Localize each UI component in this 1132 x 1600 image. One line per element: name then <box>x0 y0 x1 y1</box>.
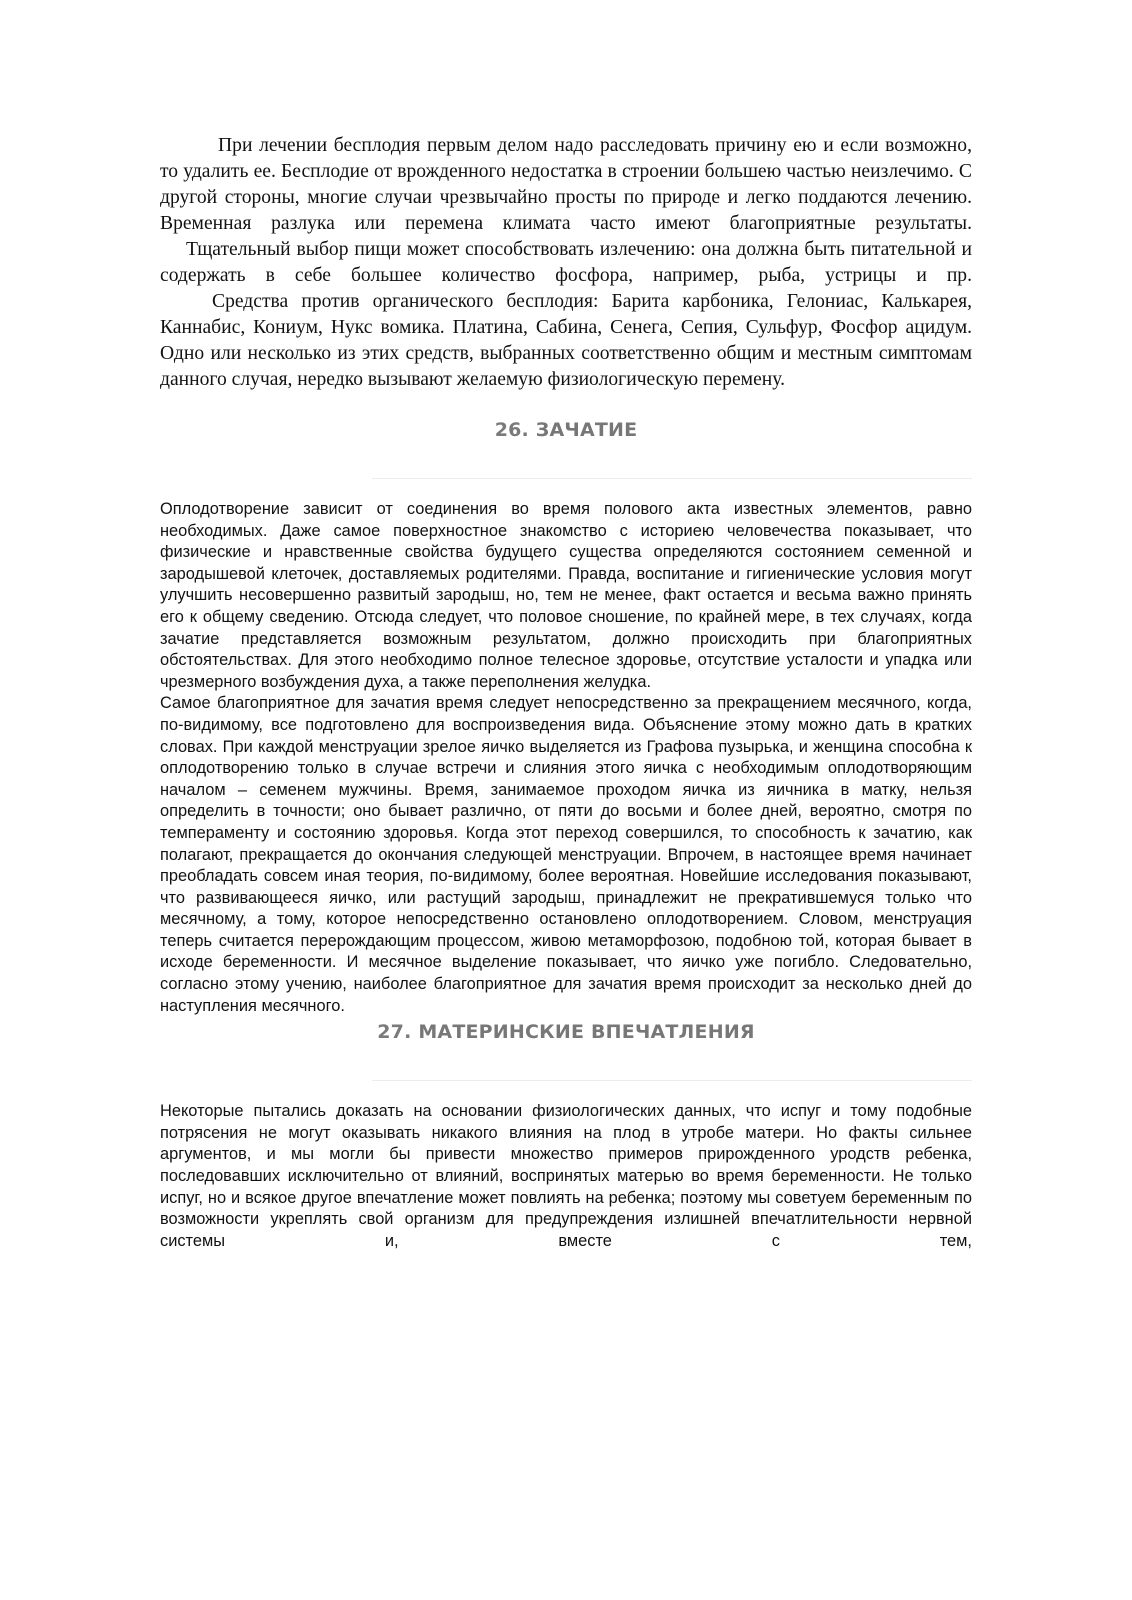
section-26-paragraph-1: Оплодотворение зависит от соединения во время полового акта известных элементов, равно необходимых. Даже самое поверхностное знакомство с историею человечества показывает, что физические и нравственные свойства будущего существа определяются состоянием семенной и зародышевой клеточек, доставляемых родителями. Правда, воспитание и гигиенические условия могут улучшить несовершенно развитый зародыш, но, тем не менее, факт остается и весьма важно принять его к общему сведению. Отсюда следует, что половое сношение, по крайней мере, в тех случаях, когда зачатие представляется возможным результатом, должно происходить при благоприятных обстоятельствах. Для этого необходимо полное телесное здоровье, отсутствие усталости и упадка или чрезмерного возбуждения духа, а также переполнения желудка. <box>160 500 972 691</box>
intro-paragraph-3: Средства против органического бесплодия: Барита карбоника, Гелониас, Калькарея, Каннабис, Кониум, Нукс вомика. Платина, Сабина, Сенега, Сепия, Сульфур, Фосфор ацидум. <box>160 291 972 338</box>
section-27-heading <box>160 1021 972 1043</box>
intro-paragraph-1: При лечении бесплодия первым делом надо расследовать причину ею и если возможно, то удалить ее. Бесплодие от врожденного недостатка в строении большею частью неизлечимо. С другой стороны, многие случаи чрезвычайно просты по природе и легко поддаются лечению. Временная разлука или перемена климата часто имеют благоприятные результаты. <box>160 135 972 234</box>
section-27-number: 27. <box>377 1021 412 1044</box>
section-27-paragraph-1: Некоторые пытались доказать на основании физиологических данных, что испуг и тому подобные потрясения не могут оказывать никакого влияния на плод в утробе матери. Но факты сильнее аргументов, и мы могли бы привести множество примеров прирожденного уродств ребенка, последовавших исключительно от влияний, воспринятых матерью во время беременности. Не только испуг, но и всякое другое впечатление может повлиять на ребенка; поэтому мы советуем беременным по возможности укреплять свой организм для предупреждения излишней впечатлительности нервной системы и, вместе с тем, <box>160 1102 972 1250</box>
section-26-heading <box>160 419 972 441</box>
section-26-number: 26. <box>494 419 529 441</box>
section-26-body <box>160 499 972 1017</box>
section-26-title: ЗАЧАТИЕ <box>535 419 638 441</box>
intro-text <box>160 133 972 393</box>
document-page <box>160 133 972 1252</box>
intro-paragraph-4: Одно или несколько из этих средств, выбранных соответственно общим и местным симптомам данного случая, нередко вызывают желаемую физиологическую перемену. <box>160 343 972 390</box>
section-27-body <box>160 1101 972 1252</box>
section-26-paragraph-2: Самое благоприятное для зачатия время следует непосредственно за прекращением месячного, когда, по-видимому, все подготовлено для воспроизведения вида. Объяснение этому можно дать в кратких словах. При каждой менструации зрелое яичко выделяется из Графова пузырька, и женщина способна к оплодотворению только в случае встречи и слияния этого яичка с необходимым оплодотворяющим началом – семенем мужчины. Время, занимаемое проходом яичка из яичника в матку, нельзя определить в точности; оно бывает различно, от пяти до восьми и более дней, вероятно, смотря по темпераменту и состоянию здоровья. Когда этот переход совершился, то способность к зачатию, как полагают, прекращается до окончания следующей менструации. Впрочем, в настоящее время начинает преобладать совсем иная теория, по-видимому, более вероятная. Новейшие исследования показывают, что развивающееся яичко, или растущий зародыш, принадлежит не прекратившемуся только что месячному, а тому, которое непосредственно остановлено оплодотворением. Словом, менструация теперь считается перерождающим процессом, живою метаморфозою, подобною той, которая бывает в исходе беременности. И месячное выделение показывает, что яичко уже погибло. Следовательно, согласно этому учению, наиболее благоприятное для зачатия время происходит за несколько дней до наступления месячного. <box>160 694 972 1015</box>
section-27-title: МАТЕРИНСКИЕ ВПЕЧАТЛЕНИЯ <box>418 1021 755 1044</box>
intro-paragraph-2: Тщательный выбор пищи может способствовать излечению: она должна быть питательной и содержать в себе большее количество фосфора, например, рыба, устрицы и пр. <box>160 239 972 286</box>
